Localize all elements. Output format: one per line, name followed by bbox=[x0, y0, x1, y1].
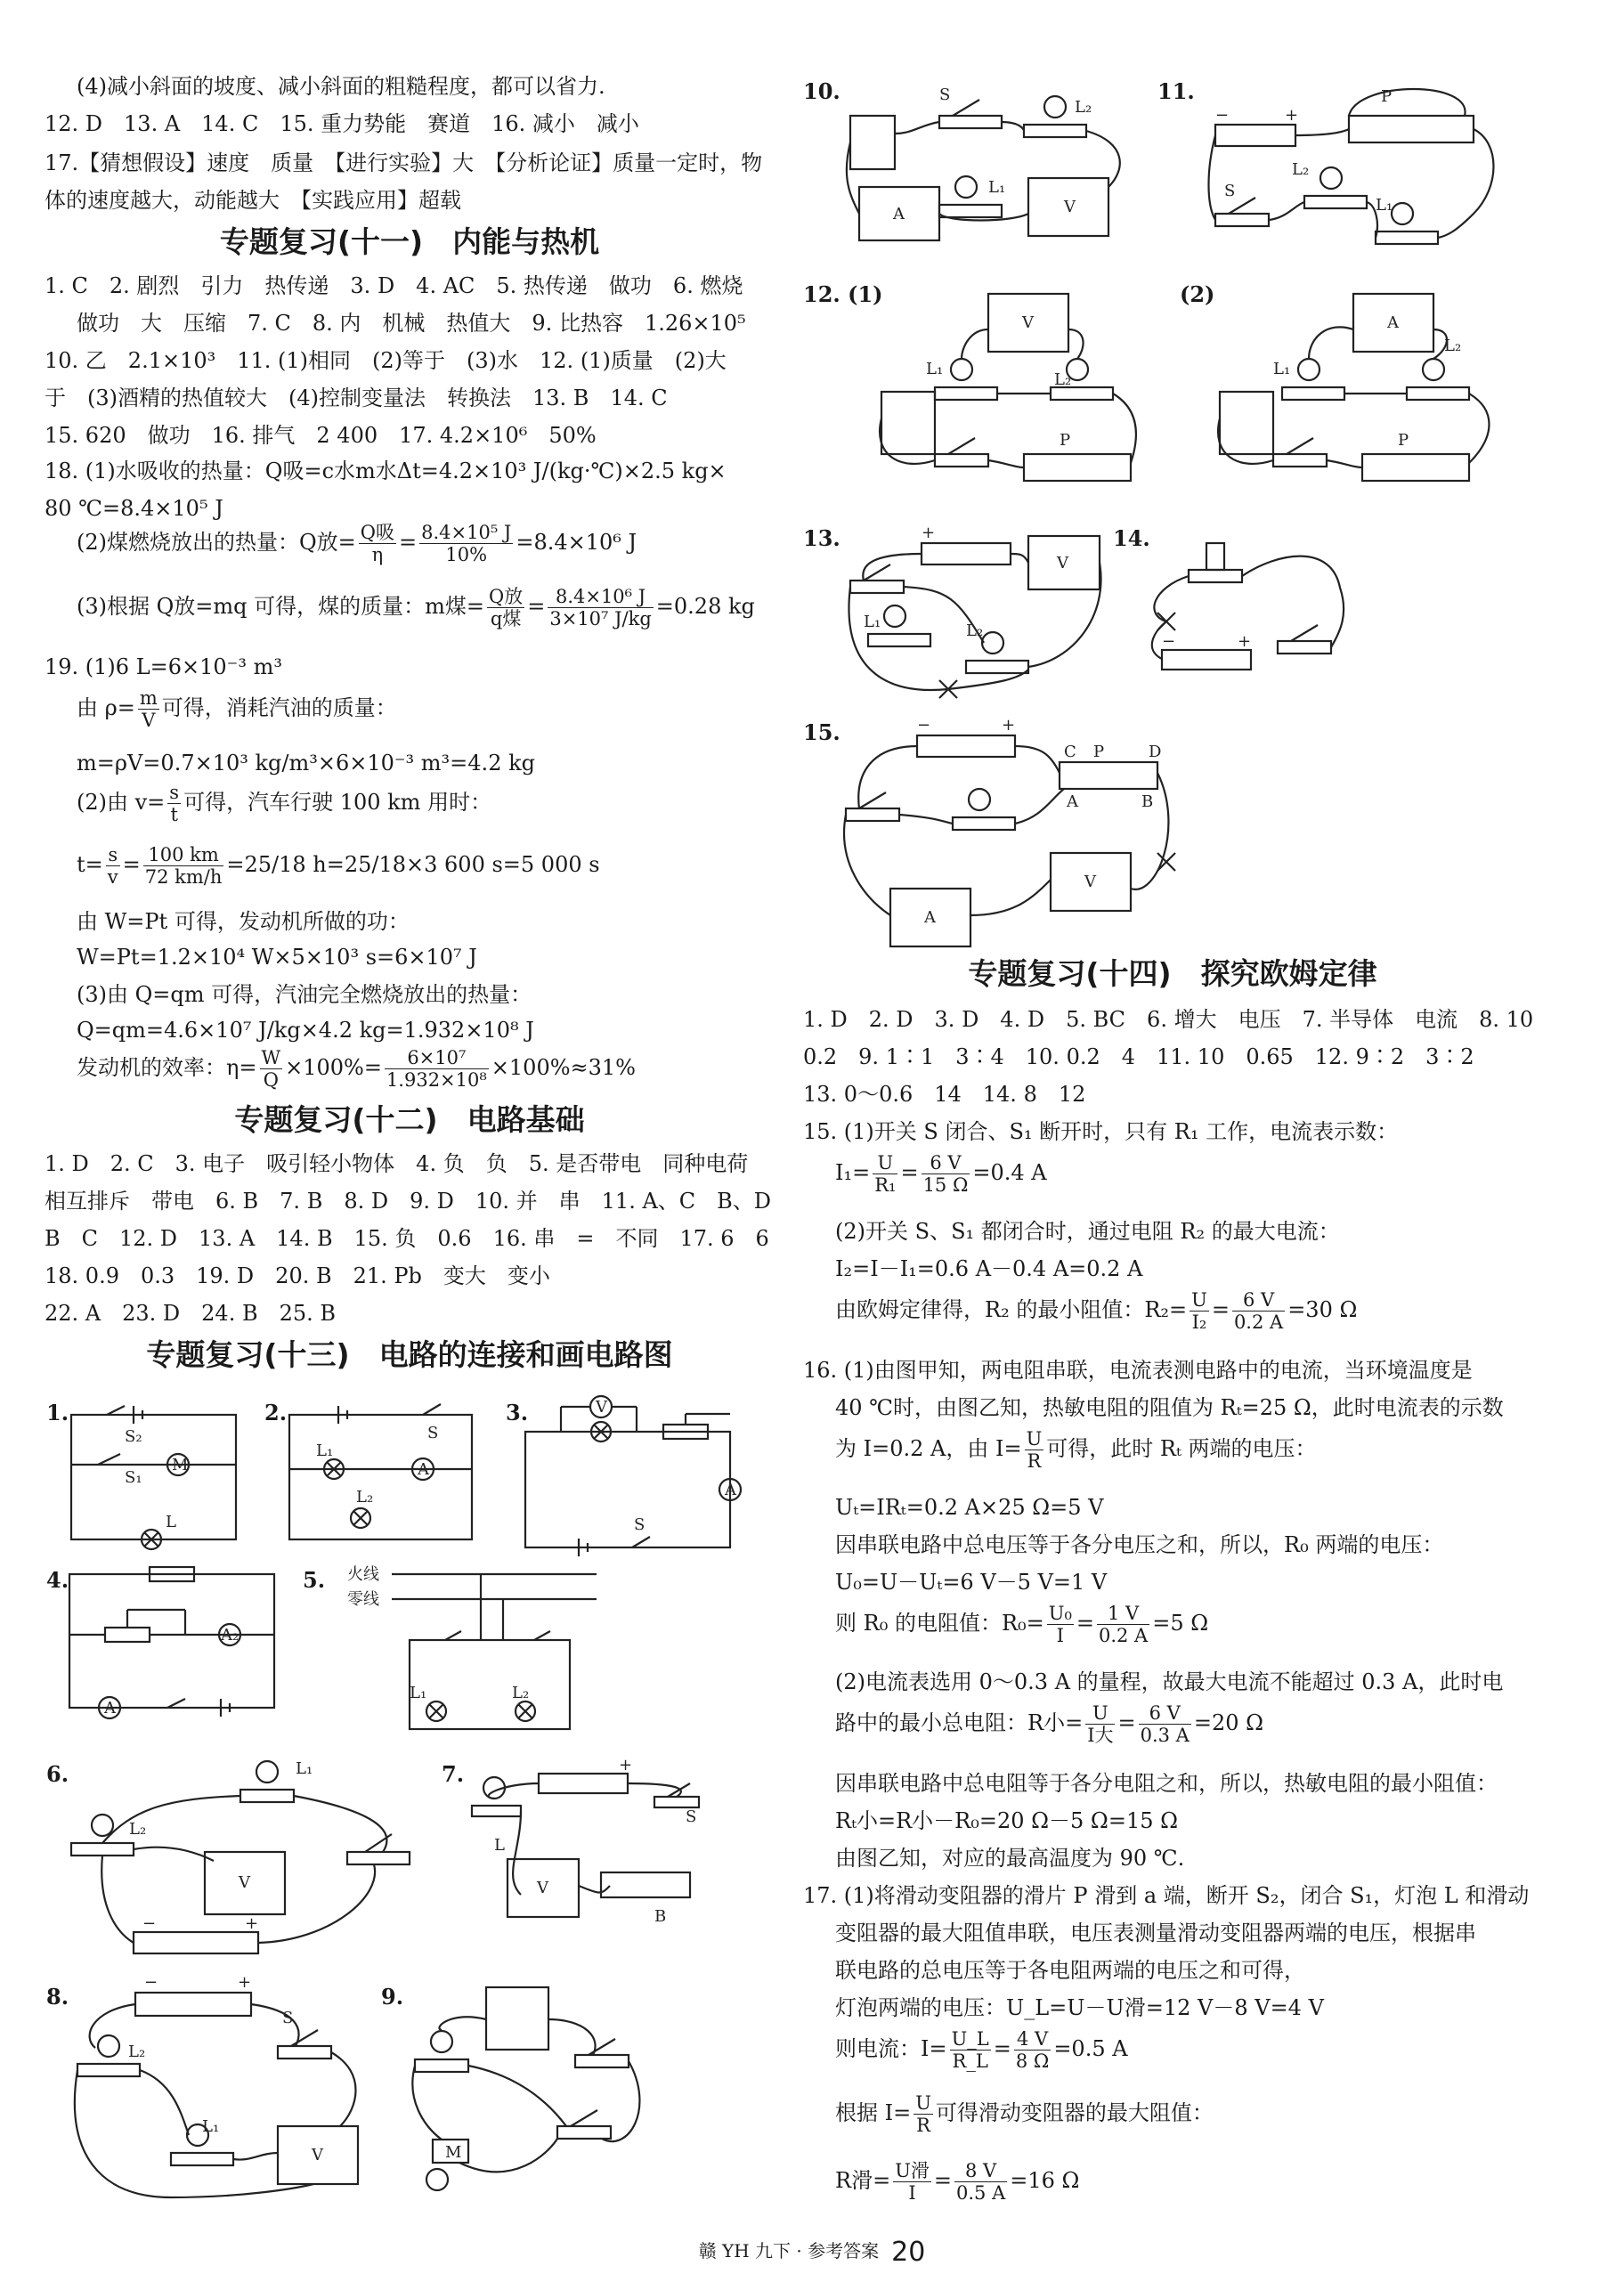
answer-line: (2)开关 S、S₁ 都闭合时，通过电阻 R₂ 的最大电流： bbox=[835, 1219, 1340, 1244]
lamp-base bbox=[240, 1790, 294, 1802]
svg-text:S: S bbox=[634, 1515, 646, 1534]
svg-text:S: S bbox=[686, 1807, 697, 1826]
circuit-diagram-1 bbox=[71, 1402, 240, 1545]
svg-text:V: V bbox=[537, 1879, 548, 1897]
svg-text:C: C bbox=[1064, 743, 1076, 761]
answer-line: 1. C 2. 剧烈 引力 热传递 3. D 4. AC 5. 热传递 做功 6. 燃烧 bbox=[45, 273, 743, 298]
fig-2-number: 2. bbox=[264, 1400, 288, 1425]
svg-text:A: A bbox=[893, 205, 905, 223]
answer-line: 因串联电路中总电压等于各分电压之和，所以，R₀ 两端的电压： bbox=[835, 1532, 1444, 1557]
answer-line: m=ρV=0.7×10³ kg/m³×6×10⁻³ m³=4.2 kg bbox=[77, 751, 535, 776]
formula-line: 则 R₀ 的电阻值：R₀= $\frac{\text{U₀}}{I}$ = $\frac{1 V}{0.2 A}$ =5 Ω bbox=[835, 1603, 1209, 1646]
svg-text:+: + bbox=[1238, 632, 1252, 651]
svg-text:−: − bbox=[1215, 106, 1230, 125]
answer-line: (4)减小斜面的坡度、减小斜面的粗糙程度，都可以省力. bbox=[77, 74, 605, 99]
svg-text:S: S bbox=[282, 2009, 294, 2027]
answer-line: 10. 乙 2.1×10³ 11. (1)相同 (2)等于 (3)水 12. (1)质量 (2)大 bbox=[45, 348, 727, 373]
fig-10-number: 10. bbox=[803, 78, 840, 104]
svg-text:A₂: A₂ bbox=[221, 1626, 240, 1645]
fig-3-number: 3. bbox=[506, 1400, 529, 1425]
fraction: $\frac{s}{v}$ bbox=[107, 844, 118, 888]
fraction: $\frac{U}{\text{I大}}$ bbox=[1087, 1702, 1114, 1746]
svg-text:V: V bbox=[1084, 873, 1096, 891]
section-heading: 专题复习(十四) 探究欧姆定律 bbox=[968, 956, 1377, 991]
physical-circuit-14 bbox=[1144, 534, 1367, 677]
fraction: $\frac{4 V}{8 \Omega}$ bbox=[1015, 2028, 1050, 2072]
physical-circuit-10 bbox=[841, 80, 1135, 258]
fig-8-number: 8. bbox=[46, 1984, 69, 2010]
answer-line: 因串联电路中总电阻等于各分电阻之和，所以，热敏电阻的最小阻值： bbox=[835, 1771, 1498, 1796]
svg-text:V: V bbox=[239, 1873, 250, 1892]
svg-text:−: − bbox=[1162, 632, 1176, 651]
svg-text:S: S bbox=[939, 85, 951, 104]
svg-text:−: − bbox=[144, 1973, 158, 1992]
svg-text:L₂: L₂ bbox=[1292, 160, 1310, 179]
circuit-diagram-4 bbox=[69, 1565, 283, 1717]
answer-line: I₂=I－I₁=0.6 A－0.4 A=0.2 A bbox=[835, 1256, 1143, 1281]
svg-text:−: − bbox=[142, 1914, 157, 1933]
fig-13-number: 13. bbox=[803, 525, 840, 551]
physical-circuit-15 bbox=[837, 716, 1175, 951]
battery-box bbox=[881, 392, 935, 454]
answer-line: B C 12. D 13. A 14. B 15. 负 0.6 16. 串 = 不同 17. 6 6 bbox=[45, 1226, 769, 1251]
svg-text:S: S bbox=[427, 1424, 439, 1442]
answer-line: 由图乙知，对应的最高温度为 90 ℃. bbox=[835, 1846, 1185, 1871]
physical-circuit-6 bbox=[62, 1754, 436, 1959]
svg-text:+: + bbox=[922, 524, 936, 542]
svg-text:L₁: L₁ bbox=[410, 1684, 427, 1702]
fraction: $\frac{\text{8.4×10⁵ J}}{10\%}$ bbox=[421, 522, 512, 565]
svg-text:L₁: L₁ bbox=[202, 2117, 220, 2136]
answer-line: 做功 大 压缩 7. C 8. 内 机械 热值大 9. 比热容 1.26×10⁵ bbox=[77, 311, 746, 336]
page-number: 20 bbox=[891, 2237, 926, 2268]
svg-text:P: P bbox=[1093, 743, 1105, 761]
answer-line: 80 ℃=8.4×10⁵ J bbox=[45, 496, 223, 521]
svg-text:M: M bbox=[445, 2143, 462, 2162]
svg-text:L₁: L₁ bbox=[1273, 360, 1291, 378]
fraction: $\frac{100 km}{72 km/h}$ bbox=[144, 844, 223, 888]
formula-line: 则电流：I= $\frac{U\_L}{R\_L}$ = $\frac{4 V}{8 \Omega}$ =0.5 A bbox=[835, 2028, 1128, 2072]
answer-line: (2)电流表选用 0～0.3 A 的量程，故最大电流不能超过 0.3 A，此时电 bbox=[835, 1669, 1504, 1694]
fraction: $\frac{U}{R}$ bbox=[915, 2092, 931, 2136]
answer-line: 由 W=Pt 可得，发动机所做的功： bbox=[77, 909, 410, 934]
physical-circuit-8 bbox=[64, 1975, 385, 2206]
fraction: $\frac{\text{U₀}}{I}$ bbox=[1048, 1603, 1072, 1646]
fraction: $\frac{6 V}{0.2 A}$ bbox=[1233, 1289, 1284, 1333]
physical-circuit-9 bbox=[406, 1975, 655, 2206]
fraction: $\frac{6 V}{0.3 A}$ bbox=[1140, 1702, 1190, 1746]
svg-text:A: A bbox=[418, 1460, 429, 1479]
physical-circuit-11 bbox=[1206, 80, 1509, 258]
svg-text:L₂: L₂ bbox=[128, 2042, 146, 2061]
svg-text:V: V bbox=[1057, 554, 1068, 573]
svg-text:A: A bbox=[1387, 313, 1399, 332]
fraction: $\frac{U\_L}{R\_L}$ bbox=[951, 2028, 989, 2072]
formula-line: (2)由 v= $\frac{s}{t}$ 可得，汽车行驶 100 km 用时： bbox=[77, 782, 492, 825]
answer-line: Rₜ小=R小－R₀=20 Ω－5 Ω=15 Ω bbox=[835, 1808, 1179, 1833]
fig-6-number: 6. bbox=[46, 1761, 69, 1787]
formula-line: 为 I=0.2 A，由 I= $\frac{U}{R}$ 可得，此时 Rₜ 两端的电压： bbox=[835, 1428, 1317, 1472]
svg-text:+: + bbox=[619, 1756, 633, 1774]
fraction: $\frac{m}{V}$ bbox=[139, 687, 158, 731]
svg-text:P: P bbox=[1398, 431, 1409, 450]
answer-line: 变阻器的最大阻值串联，电压表测量滑动变阻器两端的电压，根据串 bbox=[835, 1921, 1476, 1945]
formula-line: t= $\frac{s}{v}$ = $\frac{100 km}{72 km/h}$ =25/18 h=25/18×3 600 s=5 000 s bbox=[77, 844, 600, 888]
answer-line: Uₜ=IRₜ=0.2 A×25 Ω=5 V bbox=[835, 1495, 1104, 1520]
answer-line: U₀=U－Uₜ=6 V－5 V=1 V bbox=[835, 1570, 1108, 1595]
section-heading: 专题复习(十二) 电路基础 bbox=[234, 1102, 585, 1137]
fraction: $\frac{1 V}{0.2 A}$ bbox=[1098, 1603, 1149, 1646]
svg-text:P: P bbox=[1060, 431, 1071, 450]
answer-line: 1. D 2. D 3. D 4. D 5. BC 6. 增大 电压 7. 半导体 电流 8. 10 bbox=[803, 1007, 1534, 1032]
svg-text:B: B bbox=[1141, 792, 1154, 811]
svg-text:M: M bbox=[172, 1456, 189, 1474]
fraction: $\frac{U}{\text{I₂}}$ bbox=[1191, 1289, 1207, 1333]
svg-text:+: + bbox=[1002, 716, 1016, 735]
fig-1-number: 1. bbox=[46, 1400, 69, 1425]
svg-text:L₂: L₂ bbox=[966, 621, 984, 640]
battery-box bbox=[486, 1987, 548, 2050]
live-wire-label: 火线 bbox=[347, 1565, 379, 1584]
battery-pack bbox=[134, 1932, 258, 1953]
answer-line: 1. D 2. C 3. 电子 吸引轻小物体 4. 负 负 5. 是否带电 同种电荷 bbox=[45, 1151, 749, 1176]
answer-line: 13. 0～0.6 14 14. 8 12 bbox=[803, 1082, 1086, 1107]
answer-line: 16. (1)由图甲知，两电阻串联，电流表测电路中的电流，当环境温度是 bbox=[803, 1358, 1473, 1383]
physical-circuit-12-1 bbox=[873, 285, 1140, 499]
answer-line: 灯泡两端的电压：U_L=U－U滑=12 V－8 V=4 V bbox=[835, 1995, 1324, 2020]
svg-text:V: V bbox=[1064, 198, 1076, 216]
answer-line: 17.【猜想假设】速度 质量 【进行实验】大 【分析论证】质量一定时，物 bbox=[45, 150, 763, 175]
page-footer bbox=[0, 2237, 1624, 2268]
section-heading: 专题复习(十一) 内能与热机 bbox=[219, 224, 600, 259]
circuit-diagram-3 bbox=[525, 1396, 739, 1552]
svg-text:−: − bbox=[917, 716, 931, 735]
answer-line: 17. (1)将滑动变阻器的滑片 P 滑到 a 端，断开 S₂，闭合 S₁，灯泡 L 和滑动 bbox=[803, 1883, 1530, 1908]
physical-circuit-12-2 bbox=[1211, 285, 1496, 499]
section-heading: 专题复习(十三) 电路的连接和画电路图 bbox=[146, 1337, 673, 1372]
answer-line: 相互排斥 带电 6. B 7. B 8. D 9. D 10. 并 串 11. A、C B、D bbox=[45, 1189, 772, 1214]
fraction: $\frac{s}{t}$ bbox=[169, 782, 180, 825]
svg-text:L₂: L₂ bbox=[1444, 337, 1462, 355]
fraction: $\frac{W}{Q}$ bbox=[261, 1047, 281, 1091]
answer-line: 18. (1)水吸收的热量：Q吸=c水m水Δt=4.2×10³ J/(kg·℃)×2.5 kg× bbox=[45, 459, 727, 483]
fraction: $\frac{\text{Q吸}}{\eta}$ bbox=[360, 522, 394, 565]
svg-text:L₂: L₂ bbox=[1054, 370, 1072, 389]
fig-9-number: 9. bbox=[381, 1984, 404, 2010]
label-s2: S₂ bbox=[125, 1427, 142, 1446]
answer-line: 体的速度越大，动能越大 【实践应用】超载 bbox=[45, 188, 461, 213]
svg-text:L₁: L₁ bbox=[864, 613, 881, 631]
answer-line: 19. (1)6 L=6×10⁻³ m³ bbox=[45, 654, 282, 679]
answer-line: 40 ℃时，由图乙知，热敏电阻的阻值为 Rₜ=25 Ω，此时电流表的示数 bbox=[835, 1395, 1504, 1420]
svg-text:P: P bbox=[1381, 87, 1393, 106]
answer-line: 0.2 9. 1∶1 3∶4 10. 0.2 4 11. 10 0.65 12. 9∶2 3∶2 bbox=[803, 1044, 1474, 1069]
svg-text:L: L bbox=[166, 1513, 176, 1531]
fraction: $\frac{\text{8.4×10⁶ J}}{\text{3×10⁷ J/kg}}$ bbox=[549, 586, 652, 629]
svg-text:+: + bbox=[238, 1973, 252, 1992]
formula-line: 发动机的效率：η= $\frac{W}{Q}$ ×100%= $\frac{\text{6×10⁷}}{\text{1.932×10⁸}}$ ×100%≈31% bbox=[77, 1047, 636, 1091]
fraction: $\frac{\text{6×10⁷}}{\text{1.932×10⁸}}$ bbox=[386, 1047, 487, 1091]
fig-7-number: 7. bbox=[442, 1761, 465, 1787]
formula-line: R滑= $\frac{\text{U滑}}{I}$ = $\frac{8 V}{0.5 A}$ =16 Ω bbox=[835, 2160, 1080, 2204]
svg-text:L₂: L₂ bbox=[1075, 98, 1092, 117]
formula-line: 由 ρ= $\frac{m}{V}$ 可得，消耗汽油的质量： bbox=[77, 687, 397, 731]
svg-text:B: B bbox=[654, 1907, 667, 1926]
svg-text:S: S bbox=[1224, 182, 1236, 200]
svg-text:A: A bbox=[725, 1481, 736, 1499]
fraction: $\frac{6 V}{15 \Omega}$ bbox=[922, 1152, 969, 1196]
battery-box bbox=[1220, 392, 1273, 454]
fraction: $\frac{8 V}{0.5 A}$ bbox=[956, 2160, 1006, 2204]
fig-11-number: 11. bbox=[1157, 78, 1195, 104]
svg-text:A: A bbox=[1067, 792, 1078, 811]
svg-text:L₂: L₂ bbox=[129, 1820, 147, 1839]
svg-text:A: A bbox=[924, 908, 936, 927]
answer-line: 22. A 23. D 24. B 25. B bbox=[45, 1301, 337, 1326]
svg-text:L₁: L₁ bbox=[316, 1441, 334, 1460]
svg-text:A: A bbox=[104, 1699, 116, 1718]
answer-line: 12. D 13. A 14. C 15. 重力势能 赛道 16. 减小 减小 bbox=[45, 111, 639, 136]
rheostat-device bbox=[1349, 116, 1474, 142]
svg-text:L₂: L₂ bbox=[356, 1488, 374, 1506]
fig-15-number: 15. bbox=[803, 719, 840, 745]
fig-5-number: 5. bbox=[303, 1567, 326, 1593]
svg-text:V: V bbox=[1022, 313, 1034, 332]
answer-line: 15. (1)开关 S 闭合、S₁ 断开时，只有 R₁ 工作，电流表示数： bbox=[803, 1119, 1399, 1144]
svg-text:L₁: L₁ bbox=[1376, 196, 1393, 215]
fraction: $\frac{U}{\text{R₁}}$ bbox=[874, 1152, 897, 1196]
fig-12-1-number: 12. (1) bbox=[803, 281, 883, 307]
answer-line: 15. 620 做功 16. 排气 2 400 17. 4.2×10⁶ 50% bbox=[45, 423, 597, 448]
fig-14-number: 14. bbox=[1113, 525, 1150, 551]
svg-text:L: L bbox=[494, 1836, 505, 1855]
fraction: $\frac{\text{Q放}}{\text{q煤}}$ bbox=[489, 586, 524, 629]
formula-line: 路中的最小总电阻：R小= $\frac{U}{\text{I大}}$ = $\frac{6 V}{0.3 A}$ =20 Ω bbox=[835, 1702, 1264, 1746]
svg-text:S₁: S₁ bbox=[125, 1468, 142, 1487]
answer-line: W=Pt=1.2×10⁴ W×5×10³ s=6×10⁷ J bbox=[77, 945, 477, 970]
formula-line: 由欧姆定律得，R₂ 的最小阻值：R₂= $\frac{U}{\text{I₂}}$ = $\frac{6 V}{0.2 A}$ =30 Ω bbox=[835, 1289, 1358, 1333]
answer-line: 联电路的总电压等于各电阻两端的电压之和可得， bbox=[835, 1958, 1305, 1983]
formula-line: I₁= $\frac{U}{\text{R₁}}$ = $\frac{6 V}{15 \Omega}$ =0.4 A bbox=[835, 1152, 1047, 1196]
svg-text:+: + bbox=[1285, 106, 1299, 125]
battery-cells bbox=[850, 116, 895, 169]
svg-text:V: V bbox=[596, 1398, 607, 1417]
footer-text: 赣 YH 九下 · 参考答案 bbox=[698, 2240, 880, 2262]
formula-line: (3)根据 Q放=mq 可得，煤的质量：m煤= $\frac{\text{Q放}}{\text{q煤}}$ = $\frac{\text{8.4×10⁶ J}}{\text{3×10⁷ J/kg}}$ =0.28 kg bbox=[77, 586, 755, 629]
svg-text:V: V bbox=[312, 2146, 323, 2164]
household-circuit-5 bbox=[347, 1560, 605, 1738]
svg-text:L₁: L₁ bbox=[926, 360, 944, 378]
circuit-diagram-2 bbox=[289, 1402, 476, 1545]
physical-circuit-13 bbox=[841, 524, 1100, 714]
formula-line: 根据 I= $\frac{U}{R}$ 可得滑动变阻器的最大阻值： bbox=[835, 2092, 1214, 2136]
physical-circuit-7 bbox=[467, 1756, 717, 1939]
svg-text:L₁: L₁ bbox=[988, 178, 1006, 197]
answer-line: Q=qm=4.6×10⁷ J/kg×4.2 kg=1.932×10⁸ J bbox=[77, 1018, 534, 1043]
fraction: $\frac{\text{U滑}}{I}$ bbox=[895, 2160, 930, 2204]
fraction: $\frac{U}{R}$ bbox=[1026, 1428, 1043, 1472]
svg-text:L₂: L₂ bbox=[512, 1684, 530, 1702]
svg-text:L₁: L₁ bbox=[296, 1759, 313, 1778]
neutral-wire-label: 零线 bbox=[347, 1590, 379, 1609]
svg-text:D: D bbox=[1149, 743, 1162, 761]
answer-line: 于 (3)酒精的热值较大 (4)控制变量法 转换法 13. B 14. C bbox=[45, 386, 668, 410]
svg-text:+: + bbox=[245, 1914, 259, 1933]
fig-4-number: 4. bbox=[46, 1567, 69, 1593]
answer-line: (3)由 Q=qm 可得，汽油完全燃烧放出的热量： bbox=[77, 982, 532, 1007]
fig-12-2-number: (2) bbox=[1180, 281, 1215, 307]
formula-line: (2)煤燃烧放出的热量：Q放= $\frac{\text{Q吸}}{\eta}$ = $\frac{\text{8.4×10⁵ J}}{10\%}$ =8.4×10⁶ J bbox=[77, 522, 637, 565]
answer-line: 18. 0.9 0.3 19. D 20. B 21. Pb 变大 变小 bbox=[45, 1263, 550, 1288]
